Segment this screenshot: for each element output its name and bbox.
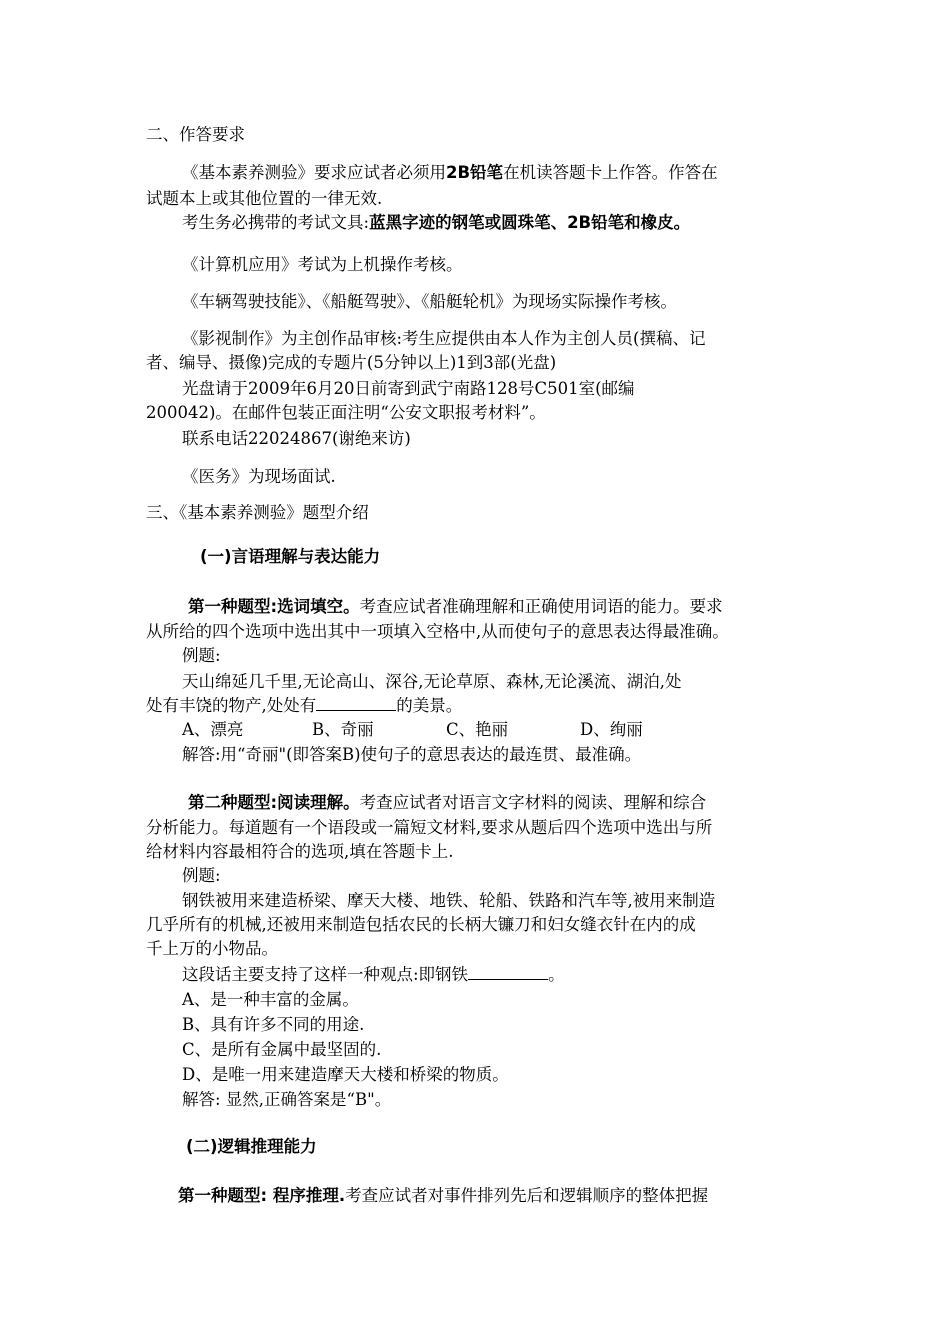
option-c: C、是所有金属中最坚固的. xyxy=(182,1040,382,1059)
subsection-heading: (一)言语理解与表达能力 xyxy=(200,547,381,566)
paragraph-line: 200042)。在邮件包装正面注明“公安文职报考材料”。 xyxy=(146,403,546,422)
option-d: D、绚丽 xyxy=(580,720,643,739)
fill-blank xyxy=(468,965,548,980)
paragraph-line: 试题本上或其他位置的一律无效. xyxy=(146,189,383,208)
paragraph-line: 解答:用“奇丽"(即答案B)使句子的意思表达的最连贯、最准确。 xyxy=(182,745,642,764)
paragraph-line: 《影视制作》为主创作品审核:考生应提供由本人作为主创人员(撰稿、记 xyxy=(182,329,706,348)
paragraph-line: 者、编导、摄像)完成的专题片(5分钟以上)1到3部(光盘) xyxy=(146,353,557,372)
option-a: A、漂亮 xyxy=(182,720,244,739)
paragraph-line: 第一种题型:选词填空。考查应试者准确理解和正确使用词语的能力。要求 xyxy=(188,597,723,616)
paragraph-line: 分析能力。每道题有一个语段或一篇短文材料,要求从题后四个选项中选出与所 xyxy=(146,818,713,837)
section-3-heading: 三、《基本素养测验》题型介绍 xyxy=(146,503,369,522)
option-d: D、是唯一用来建造摩天大楼和桥梁的物质。 xyxy=(182,1065,509,1084)
option-a: A、是一种丰富的金属。 xyxy=(182,990,359,1009)
options-row xyxy=(182,719,643,741)
option-b: B、奇丽 xyxy=(312,720,374,739)
paragraph-line: 例题: xyxy=(182,646,221,665)
paragraph-line: 第二种题型:阅读理解。考查应试者对语言文字材料的阅读、理解和综合 xyxy=(188,793,707,812)
subsection-heading: (二)逻辑推理能力 xyxy=(186,1137,317,1156)
paragraph-line: 千上万的小物品。 xyxy=(146,939,278,958)
paragraph-line: 解答: 显然,正确答案是“B"。 xyxy=(182,1090,392,1109)
paragraph-line: 这段话主要支持了这样一种观点:即钢铁 。 xyxy=(182,965,565,984)
paragraph-line: 第一种题型: 程序推理.考查应试者对事件排列先后和逻辑顺序的整体把握 xyxy=(178,1186,709,1205)
paragraph-line: 例题: xyxy=(182,866,221,885)
paragraph-line: 光盘请于2009年6月20日前寄到武宁南路128号C501室(邮编 xyxy=(182,379,635,398)
paragraph-line: 处有丰饶的物产,处处有 的美景。 xyxy=(146,696,463,715)
option-b: B、具有许多不同的用途. xyxy=(182,1015,365,1034)
paragraph-line: 给材料内容最相符合的选项,填在答题卡上. xyxy=(146,842,454,861)
paragraph-line: 考生务必携带的考试文具:蓝黑字迹的钢笔或圆珠笔、2B铅笔和橡皮。 xyxy=(182,213,691,232)
paragraph-line: 钢铁被用来建造桥梁、摩天大楼、地铁、轮船、铁路和汽车等,被用来制造 xyxy=(182,891,716,910)
paragraph-line: 几乎所有的机械,还被用来制造包括农民的长柄大镰刀和妇女缝衣针在内的成 xyxy=(146,915,696,934)
paragraph-line: 《计算机应用》考试为上机操作考核。 xyxy=(182,255,463,274)
fill-blank xyxy=(316,696,396,711)
option-c: C、艳丽 xyxy=(446,720,509,739)
paragraph-line: 《基本素养测验》要求应试者必须用2B铅笔在机读答题卡上作答。作答在 xyxy=(182,163,718,182)
paragraph-line: 《车辆驾驶技能》、《船艇驾驶》、《船艇轮机》为现场实际操作考核。 xyxy=(182,292,677,311)
section-2-heading: 二、作答要求 xyxy=(146,125,245,144)
paragraph-line: 天山绵延几千里,无论高山、深谷,无论草原、森林,无论溪流、湖泊,处 xyxy=(182,672,682,691)
paragraph-line: 《医务》为现场面试. xyxy=(182,467,336,486)
paragraph-line: 从所给的四个选项中选出其中一项填入空格中,从而使句子的意思表达得最准确。 xyxy=(146,622,729,641)
paragraph-line: 联系电话22024867(谢绝来访) xyxy=(182,429,411,448)
